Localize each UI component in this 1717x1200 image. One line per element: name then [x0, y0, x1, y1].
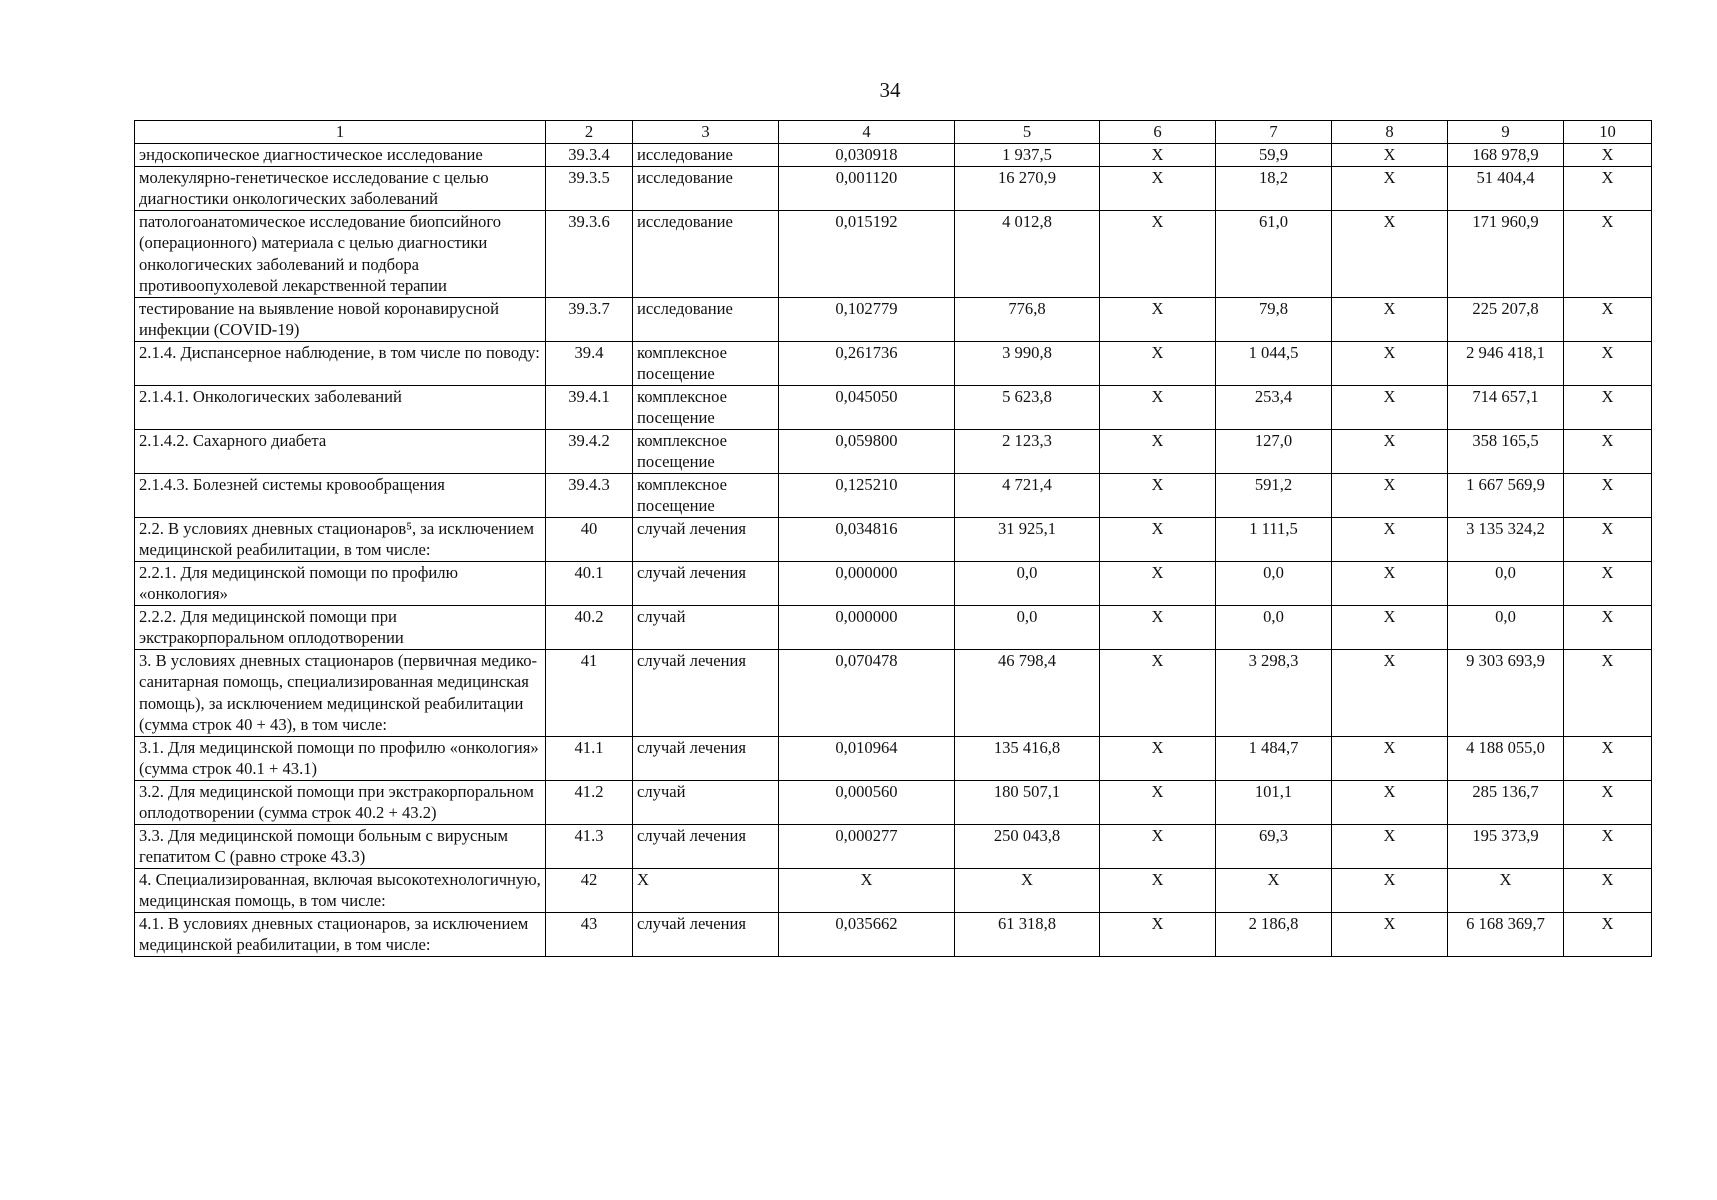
table-row — [135, 736, 1652, 780]
cell-cost-norm: 0,0 — [955, 605, 1100, 649]
cell-col10: Х — [1564, 517, 1652, 561]
cell-total: 171 960,9 — [1448, 210, 1564, 297]
cell-col8: Х — [1332, 824, 1448, 868]
cell-col8: Х — [1332, 912, 1448, 956]
cell-total: 0,0 — [1448, 605, 1564, 649]
column-header-9: 9 — [1448, 121, 1564, 144]
cell-total: 195 373,9 — [1448, 824, 1564, 868]
cell-unit: случай лечения — [633, 517, 779, 561]
cell-cost-norm: 4 012,8 — [955, 210, 1100, 297]
cell-cost-norm: 0,0 — [955, 561, 1100, 605]
cell-row-code: 40.2 — [546, 605, 633, 649]
cell-unit: исследование — [633, 297, 779, 341]
cell-row-code: 41.2 — [546, 780, 633, 824]
cell-col10: Х — [1564, 561, 1652, 605]
cell-col10: Х — [1564, 473, 1652, 517]
cell-per-capita: 2 186,8 — [1216, 912, 1332, 956]
cell-cost-norm: 16 270,9 — [955, 166, 1100, 210]
cell-col6: Х — [1100, 210, 1216, 297]
cell-row-name: 3.1. Для медицинской помощи по профилю «онкология» (сумма строк 40.1 + 43.1) — [135, 736, 546, 780]
cell-per-capita: 591,2 — [1216, 473, 1332, 517]
cell-cost-norm: 2 123,3 — [955, 429, 1100, 473]
cell-row-name: 2.1.4.3. Болезней системы кровообращения — [135, 473, 546, 517]
cell-col6: Х — [1100, 561, 1216, 605]
cell-col8: Х — [1332, 341, 1448, 385]
cell-per-capita: 0,0 — [1216, 561, 1332, 605]
table-row — [135, 429, 1652, 473]
table-row — [135, 649, 1652, 736]
cell-col8: Х — [1332, 210, 1448, 297]
cell-row-code: 39.3.6 — [546, 210, 633, 297]
cell-unit: комплексное посещение — [633, 429, 779, 473]
table-header — [135, 121, 1652, 144]
column-header-8: 8 — [1332, 121, 1448, 144]
cell-row-code: 41.3 — [546, 824, 633, 868]
cell-col10: Х — [1564, 736, 1652, 780]
column-header-5: 5 — [955, 121, 1100, 144]
cell-col8: Х — [1332, 780, 1448, 824]
cell-col10: Х — [1564, 780, 1652, 824]
cell-row-name: 2.2.2. Для медицинской помощи при экстракорпоральном оплодотворении — [135, 605, 546, 649]
cell-col6: Х — [1100, 780, 1216, 824]
cell-row-name: 2.1.4.2. Сахарного диабета — [135, 429, 546, 473]
cell-row-name: 2.1.4.1. Онкологических заболеваний — [135, 385, 546, 429]
cell-per-capita: 59,9 — [1216, 144, 1332, 167]
page-number: 34 — [879, 78, 901, 102]
cell-row-name: 4. Специализированная, включая высокотехнологичную, медицинская помощь, в том числе: — [135, 868, 546, 912]
cell-col8: Х — [1332, 868, 1448, 912]
cell-cost-norm: 5 623,8 — [955, 385, 1100, 429]
cell-unit: случай лечения — [633, 912, 779, 956]
cell-row-code: 41.1 — [546, 736, 633, 780]
cell-per-capita: 127,0 — [1216, 429, 1332, 473]
cell-total: 1 667 569,9 — [1448, 473, 1564, 517]
cell-volume-norm: 0,000000 — [779, 561, 955, 605]
cell-col6: Х — [1100, 341, 1216, 385]
table-row — [135, 561, 1652, 605]
cell-unit: комплексное посещение — [633, 473, 779, 517]
cell-col10: Х — [1564, 868, 1652, 912]
cell-cost-norm: Х — [955, 868, 1100, 912]
cell-col8: Х — [1332, 166, 1448, 210]
column-header-10: 10 — [1564, 121, 1652, 144]
cell-volume-norm: 0,070478 — [779, 649, 955, 736]
cell-per-capita: 18,2 — [1216, 166, 1332, 210]
cell-col6: Х — [1100, 385, 1216, 429]
cell-col10: Х — [1564, 297, 1652, 341]
cell-col6: Х — [1100, 473, 1216, 517]
cell-volume-norm: 0,030918 — [779, 144, 955, 167]
cell-total: 358 165,5 — [1448, 429, 1564, 473]
cell-row-code: 39.4.3 — [546, 473, 633, 517]
cell-row-code: 39.3.7 — [546, 297, 633, 341]
cell-row-name: 3. В условиях дневных стационаров (первичная медико-санитарная помощь, специализированная медицинская помощь), за исключением медицинской реабилитации (сумма строк 40 + 43), в том числе: — [135, 649, 546, 736]
cell-unit: случай — [633, 780, 779, 824]
cell-col8: Х — [1332, 561, 1448, 605]
cell-row-name: 3.3. Для медицинской помощи больным с вирусным гепатитом С (равно строке 43.3) — [135, 824, 546, 868]
cell-col8: Х — [1332, 517, 1448, 561]
cell-unit: случай — [633, 605, 779, 649]
cell-per-capita: 1 044,5 — [1216, 341, 1332, 385]
table-row — [135, 780, 1652, 824]
cell-row-name: 2.2.1. Для медицинской помощи по профилю «онкология» — [135, 561, 546, 605]
cell-total: Х — [1448, 868, 1564, 912]
cell-volume-norm: Х — [779, 868, 955, 912]
cell-col10: Х — [1564, 912, 1652, 956]
column-header-1: 1 — [135, 121, 546, 144]
cell-unit: случай лечения — [633, 736, 779, 780]
cell-col6: Х — [1100, 144, 1216, 167]
column-header-4: 4 — [779, 121, 955, 144]
cell-row-name: эндоскопическое диагностическое исследование — [135, 144, 546, 167]
table-row — [135, 824, 1652, 868]
cell-unit: комплексное посещение — [633, 385, 779, 429]
cell-col6: Х — [1100, 912, 1216, 956]
cell-row-code: 39.4 — [546, 341, 633, 385]
column-header-6: 6 — [1100, 121, 1216, 144]
cell-col8: Х — [1332, 297, 1448, 341]
cell-row-name: 2.2. В условиях дневных стационаров⁵, за исключением медицинской реабилитации, в том числе: — [135, 517, 546, 561]
cell-row-name: патологоанатомическое исследование биопсийного (операционного) материала с целью диагностики онкологических заболеваний и подбора противоопухолевой лекарственной терапии — [135, 210, 546, 297]
cell-per-capita: Х — [1216, 868, 1332, 912]
cell-unit: комплексное посещение — [633, 341, 779, 385]
table-row — [135, 385, 1652, 429]
column-header-7: 7 — [1216, 121, 1332, 144]
cell-volume-norm: 0,035662 — [779, 912, 955, 956]
cell-unit: исследование — [633, 210, 779, 297]
cell-col8: Х — [1332, 649, 1448, 736]
cell-unit: исследование — [633, 166, 779, 210]
cell-cost-norm: 776,8 — [955, 297, 1100, 341]
cell-row-name: тестирование на выявление новой коронавирусной инфекции (COVID-19) — [135, 297, 546, 341]
cell-total: 714 657,1 — [1448, 385, 1564, 429]
cell-unit: Х — [633, 868, 779, 912]
cell-cost-norm: 180 507,1 — [955, 780, 1100, 824]
cell-col6: Х — [1100, 166, 1216, 210]
cell-col10: Х — [1564, 649, 1652, 736]
cell-volume-norm: 0,102779 — [779, 297, 955, 341]
cell-col6: Х — [1100, 868, 1216, 912]
cell-per-capita: 1 111,5 — [1216, 517, 1332, 561]
cell-cost-norm: 1 937,5 — [955, 144, 1100, 167]
cell-col6: Х — [1100, 429, 1216, 473]
cell-col6: Х — [1100, 824, 1216, 868]
cell-total: 2 946 418,1 — [1448, 341, 1564, 385]
cell-unit: случай лечения — [633, 824, 779, 868]
cell-per-capita: 79,8 — [1216, 297, 1332, 341]
cell-volume-norm: 0,034816 — [779, 517, 955, 561]
table-row — [135, 868, 1652, 912]
cell-volume-norm: 0,261736 — [779, 341, 955, 385]
cell-row-code: 39.3.4 — [546, 144, 633, 167]
cell-total: 285 136,7 — [1448, 780, 1564, 824]
cell-total: 51 404,4 — [1448, 166, 1564, 210]
table-body — [135, 144, 1652, 957]
cell-per-capita: 0,0 — [1216, 605, 1332, 649]
cell-col6: Х — [1100, 517, 1216, 561]
cell-col8: Х — [1332, 605, 1448, 649]
cell-col6: Х — [1100, 736, 1216, 780]
cell-cost-norm: 4 721,4 — [955, 473, 1100, 517]
cell-row-code: 39.4.2 — [546, 429, 633, 473]
cell-row-code: 43 — [546, 912, 633, 956]
cell-cost-norm: 46 798,4 — [955, 649, 1100, 736]
cell-col10: Х — [1564, 385, 1652, 429]
cell-per-capita: 61,0 — [1216, 210, 1332, 297]
cell-col8: Х — [1332, 144, 1448, 167]
cell-row-code: 40.1 — [546, 561, 633, 605]
table-row — [135, 605, 1652, 649]
cell-col8: Х — [1332, 736, 1448, 780]
cell-volume-norm: 0,059800 — [779, 429, 955, 473]
cell-col10: Х — [1564, 144, 1652, 167]
cell-volume-norm: 0,000000 — [779, 605, 955, 649]
cell-col10: Х — [1564, 429, 1652, 473]
cell-row-code: 42 — [546, 868, 633, 912]
table-row — [135, 210, 1652, 297]
cell-volume-norm: 0,001120 — [779, 166, 955, 210]
table-row — [135, 912, 1652, 956]
cell-per-capita: 101,1 — [1216, 780, 1332, 824]
cell-unit: случай лечения — [633, 649, 779, 736]
cell-col8: Х — [1332, 385, 1448, 429]
table-row — [135, 144, 1652, 167]
cell-col10: Х — [1564, 824, 1652, 868]
cell-col6: Х — [1100, 649, 1216, 736]
cell-total: 9 303 693,9 — [1448, 649, 1564, 736]
cell-unit: случай лечения — [633, 561, 779, 605]
cell-row-code: 39.4.1 — [546, 385, 633, 429]
cell-volume-norm: 0,010964 — [779, 736, 955, 780]
cell-volume-norm: 0,015192 — [779, 210, 955, 297]
cell-row-code: 39.3.5 — [546, 166, 633, 210]
cell-per-capita: 1 484,7 — [1216, 736, 1332, 780]
cell-volume-norm: 0,045050 — [779, 385, 955, 429]
cell-row-name: молекулярно-генетическое исследование с целью диагностики онкологических заболеваний — [135, 166, 546, 210]
cell-row-name: 2.1.4. Диспансерное наблюдение, в том числе по поводу: — [135, 341, 546, 385]
cell-row-name: 4.1. В условиях дневных стационаров, за исключением медицинской реабилитации, в том числе: — [135, 912, 546, 956]
header-row — [135, 121, 1652, 144]
cell-volume-norm: 0,125210 — [779, 473, 955, 517]
cell-col6: Х — [1100, 297, 1216, 341]
cell-cost-norm: 135 416,8 — [955, 736, 1100, 780]
cell-total: 3 135 324,2 — [1448, 517, 1564, 561]
cell-total: 0,0 — [1448, 561, 1564, 605]
cell-total: 6 168 369,7 — [1448, 912, 1564, 956]
cell-cost-norm: 250 043,8 — [955, 824, 1100, 868]
cell-volume-norm: 0,000277 — [779, 824, 955, 868]
cell-volume-norm: 0,000560 — [779, 780, 955, 824]
cell-unit: исследование — [633, 144, 779, 167]
cell-cost-norm: 31 925,1 — [955, 517, 1100, 561]
cell-cost-norm: 3 990,8 — [955, 341, 1100, 385]
cell-col6: Х — [1100, 605, 1216, 649]
table-row — [135, 473, 1652, 517]
cell-col8: Х — [1332, 473, 1448, 517]
cell-total: 4 188 055,0 — [1448, 736, 1564, 780]
cell-per-capita: 3 298,3 — [1216, 649, 1332, 736]
cell-col8: Х — [1332, 429, 1448, 473]
cell-col10: Х — [1564, 605, 1652, 649]
report-table — [134, 120, 1652, 957]
cell-col10: Х — [1564, 210, 1652, 297]
cell-per-capita: 69,3 — [1216, 824, 1332, 868]
cell-row-name: 3.2. Для медицинской помощи при экстракорпоральном оплодотворении (сумма строк 40.2 + 43.2) — [135, 780, 546, 824]
column-header-3: 3 — [633, 121, 779, 144]
cell-row-code: 41 — [546, 649, 633, 736]
cell-row-code: 40 — [546, 517, 633, 561]
table-row — [135, 517, 1652, 561]
column-header-2: 2 — [546, 121, 633, 144]
cell-col10: Х — [1564, 166, 1652, 210]
cell-per-capita: 253,4 — [1216, 385, 1332, 429]
cell-total: 225 207,8 — [1448, 297, 1564, 341]
cell-cost-norm: 61 318,8 — [955, 912, 1100, 956]
table-row — [135, 297, 1652, 341]
cell-col10: Х — [1564, 341, 1652, 385]
cell-total: 168 978,9 — [1448, 144, 1564, 167]
table-row — [135, 341, 1652, 385]
table-row — [135, 166, 1652, 210]
